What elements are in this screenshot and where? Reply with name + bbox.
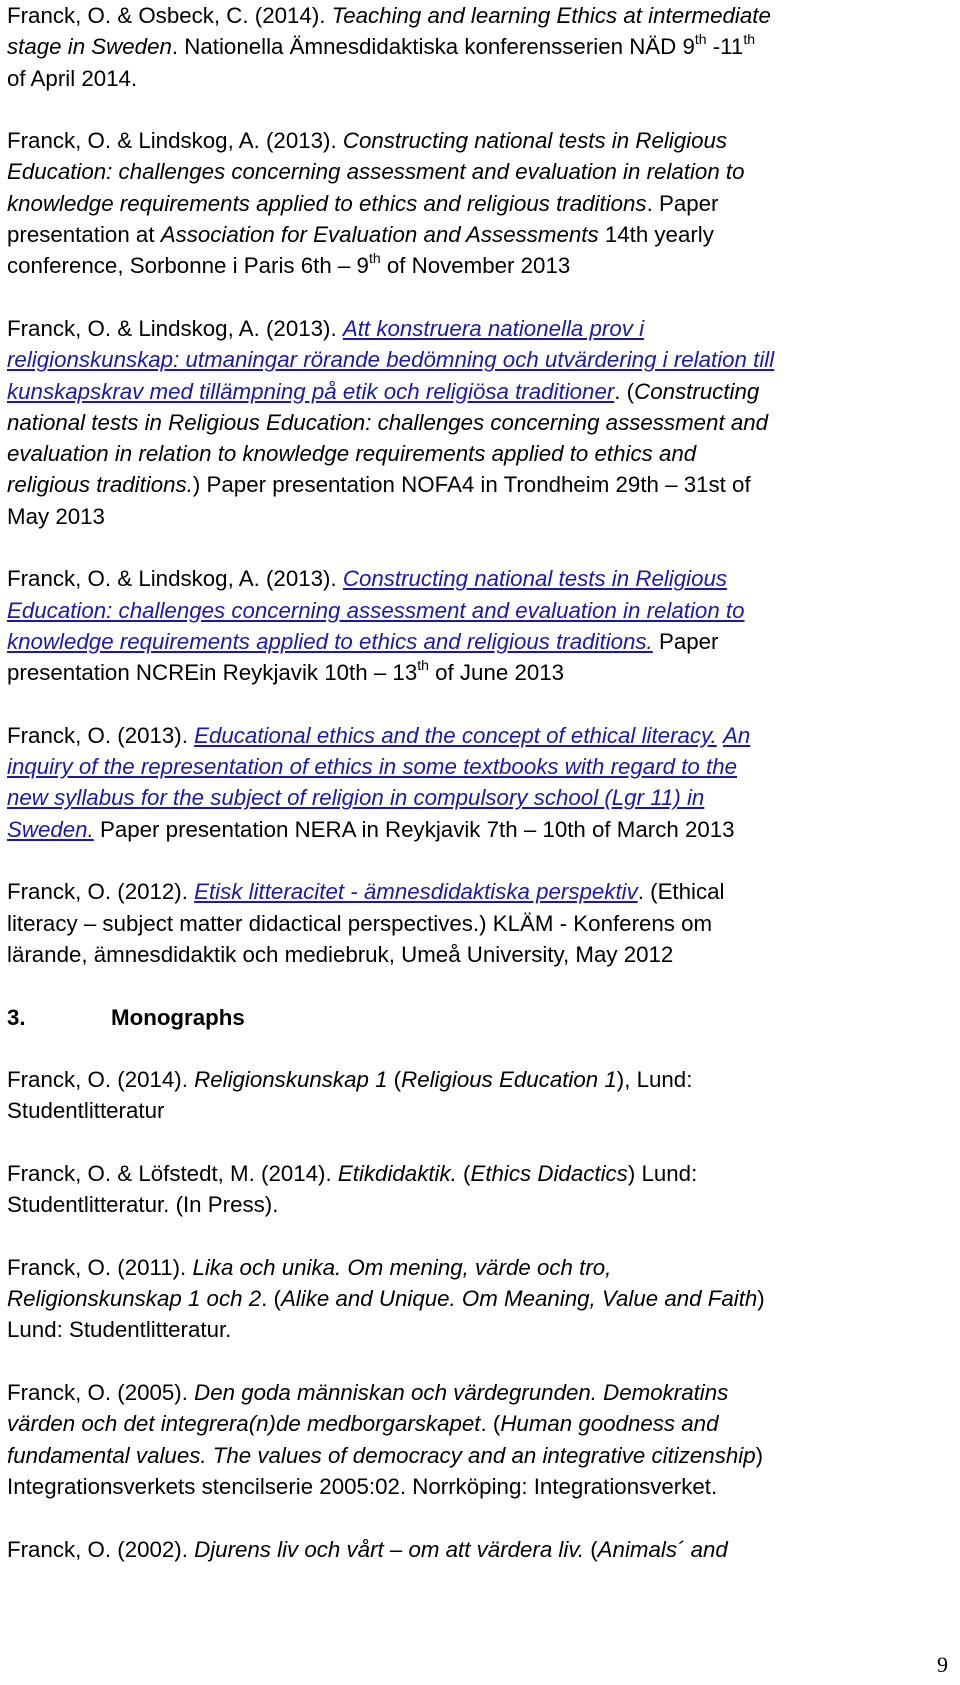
text-line [7, 1095, 947, 1126]
italic-title: Association for Evaluation and Assessments [160, 222, 599, 248]
text-segment: Studentlitteratur. (In Press). [7, 1192, 279, 1218]
text-line [7, 657, 947, 688]
text-segment: Franck, O. & Lindskog, A. (2013). [7, 128, 343, 154]
page-number: 9 [937, 1652, 948, 1677]
text-line [7, 814, 947, 845]
reference-entry [7, 876, 947, 970]
text-line [7, 876, 947, 907]
text-segment: . Nationella Ämnesdidaktiska konferensserien NÄD 9 [171, 34, 695, 60]
text-line [7, 344, 947, 375]
text-segment: ), Lund: [616, 1067, 693, 1093]
text-segment: Franck, O. & Lindskog, A. (2013). [7, 315, 343, 341]
text-segment: Franck, O. (2002). [7, 1536, 195, 1562]
text-segment: ) [755, 1442, 764, 1468]
text-line [7, 1314, 947, 1345]
text-line [7, 1252, 947, 1283]
italic-title: stage in Sweden [7, 34, 172, 60]
italic-title: fundamental values. The values of democracy and an integrative citizenship [7, 1442, 756, 1468]
text-line [7, 1064, 947, 1095]
text-segment: ( [456, 1160, 471, 1186]
italic-title: Teaching and learning Ethics at intermediate [331, 3, 771, 28]
monograph-entry [7, 1252, 947, 1346]
text-segment: lärande, ämnesdidaktik och mediebruk, Umeå University, May 2012 [7, 941, 674, 967]
text-line [7, 720, 947, 751]
reference-link[interactable]: new syllabus for the subject of religion in compulsory school (Lgr 11) in [7, 785, 705, 811]
ordinal-superscript: th [417, 656, 429, 673]
monograph-entry [7, 1377, 947, 1502]
section-title: Monographs [111, 1004, 245, 1030]
text-line [7, 595, 947, 626]
text-line [7, 219, 947, 250]
text-line [7, 313, 947, 344]
reference-link[interactable]: Constructing national tests in Religious [342, 566, 728, 592]
text-segment: Franck, O. (2014). [7, 1067, 195, 1093]
text-segment: Franck, O. & Löfstedt, M. (2014). [7, 1160, 338, 1186]
italic-title: Constructing [634, 378, 760, 404]
text-segment: presentation at [7, 222, 161, 248]
text-line [7, 125, 947, 156]
reference-link[interactable]: Etisk litteracitet - ämnesdidaktiska perspektiv [194, 879, 638, 905]
text-line [7, 156, 947, 187]
italic-title: Education: challenges concerning assessment and evaluation in relation to [7, 159, 745, 185]
text-line [7, 188, 947, 219]
text-line [7, 908, 947, 939]
text-segment: Integrationsverkets stencilserie 2005:02. Norrköping: Integrationsverket. [7, 1473, 718, 1499]
text-segment: 14th yearly [598, 222, 714, 248]
text-line [7, 438, 947, 469]
text-line [7, 782, 947, 813]
reference-entry [7, 125, 947, 281]
text-segment: ( [387, 1067, 402, 1093]
text-segment: Paper [652, 628, 719, 654]
italic-title: Ethics Didactics [470, 1160, 628, 1186]
text-segment: Franck, O. (2013). [7, 722, 195, 748]
text-segment: . ( [614, 378, 635, 404]
monographs-list [7, 1064, 947, 1565]
text-line [7, 407, 947, 438]
text-segment: Franck, O. & Lindskog, A. (2013). [7, 566, 343, 592]
text-segment: of June 2013 [428, 660, 565, 686]
italic-title: Constructing national tests in Religious [342, 128, 728, 154]
text-segment: ( [584, 1536, 598, 1562]
italic-title: värden och det integrera(n)de medborgarskapet [7, 1411, 481, 1437]
text-segment: Lund: Studentlitteratur. [7, 1317, 232, 1343]
italic-title: Human goodness and [500, 1411, 719, 1437]
reference-link[interactable]: Sweden. [7, 816, 94, 842]
reference-link[interactable]: Education: challenges concerning assessment and evaluation in relation to [7, 597, 745, 623]
reference-entry [7, 0, 947, 94]
reference-link[interactable]: An [722, 722, 751, 748]
reference-link[interactable]: inquiry of the representation of ethics in some textbooks with regard to the [7, 754, 738, 780]
section-heading [7, 1002, 947, 1033]
reference-link[interactable]: Att konstruera nationella prov i [342, 315, 645, 341]
italic-title: knowledge requirements applied to ethics and religious traditions [7, 190, 647, 216]
text-segment: . ( [261, 1286, 281, 1312]
italic-title: Animals´ and [597, 1536, 728, 1562]
text-line [7, 250, 947, 281]
text-segment: May 2013 [7, 503, 105, 529]
text-segment: ) Paper presentation NOFA4 in Trondheim 29th – 31st of [192, 472, 751, 498]
text-line [7, 626, 947, 657]
italic-title: Religionskunskap 1 [194, 1067, 388, 1093]
italic-title: Djurens liv och vårt – om att värdera liv. [194, 1536, 585, 1562]
italic-title: Religionskunskap 1 och 2 [7, 1286, 262, 1312]
italic-title: Alike and Unique. Om Meaning, Value and Faith [280, 1286, 758, 1312]
text-line [7, 1440, 947, 1471]
italic-title: national tests in Religious Education: challenges concerning assessment and [7, 409, 769, 435]
text-line [7, 376, 947, 407]
text-line [7, 0, 947, 31]
text-line [7, 1408, 947, 1439]
monograph-entry [7, 1534, 947, 1565]
ordinal-superscript: th [368, 249, 381, 266]
text-segment: Franck, O. (2011). [7, 1254, 193, 1280]
text-segment: Franck, O. & Osbeck, C. (2014). [7, 3, 332, 28]
reference-entry [7, 313, 947, 532]
italic-title: religious traditions. [7, 472, 193, 498]
text-segment: Franck, O. (2012). [7, 879, 195, 905]
monograph-entry [7, 1158, 947, 1221]
text-segment: ) [757, 1286, 765, 1312]
text-line [7, 469, 947, 500]
text-segment: . ( [480, 1411, 501, 1437]
ordinal-superscript: th [694, 30, 707, 47]
text-segment: of November 2013 [380, 253, 571, 279]
text-line [7, 501, 947, 532]
text-segment: Studentlitteratur [7, 1098, 165, 1124]
reference-entry [7, 720, 947, 845]
text-line [7, 1377, 947, 1408]
text-line [7, 1189, 947, 1220]
section-number: 3. [7, 1004, 26, 1030]
text-line [7, 563, 947, 594]
text-segment: Franck, O. (2005). [7, 1380, 195, 1406]
text-line [7, 1283, 947, 1314]
italic-title: Religious Education 1 [401, 1067, 617, 1093]
reference-link[interactable]: religionskunskap: utmaningar rörande bedömning och utvärdering i relation till [7, 347, 775, 373]
italic-title: Den goda människan och värdegrunden. Demokratins [194, 1380, 729, 1406]
document-body [7, 0, 947, 1565]
reference-link[interactable]: Educational ethics and the concept of ethical literacy. [194, 722, 717, 748]
italic-title: evaluation in relation to knowledge requirements applied to ethics and [7, 441, 697, 467]
text-segment: Paper presentation NERA in Reykjavik 7th – 10th of March 2013 [93, 816, 735, 842]
text-segment: conference, Sorbonne i Paris 6th – 9 [7, 253, 369, 279]
text-segment: -11 [706, 34, 744, 60]
text-segment: . (Ethical [637, 879, 725, 905]
text-segment: literacy – subject matter didactical perspectives.) KLÄM - Konferens om [7, 910, 713, 936]
reference-entry [7, 563, 947, 688]
text-segment: ) Lund: [627, 1160, 698, 1186]
text-line [7, 1534, 947, 1565]
presentations-list [7, 0, 947, 970]
text-line [7, 751, 947, 782]
text-line [7, 939, 947, 970]
text-line [7, 31, 947, 62]
monograph-entry [7, 1064, 947, 1127]
text-segment: of April 2014. [7, 65, 138, 91]
italic-title: Etikdidaktik. [337, 1160, 457, 1186]
text-segment: presentation NCREin Reykjavik 10th – 13 [7, 660, 418, 686]
text-line [7, 1471, 947, 1502]
reference-link[interactable]: knowledge requirements applied to ethics and religious traditions. [7, 628, 653, 654]
italic-title: Lika och unika. Om mening, värde och tro, [192, 1254, 612, 1280]
ordinal-superscript: th [743, 30, 756, 47]
text-line [7, 63, 947, 94]
reference-link[interactable]: kunskapskrav med tillämpning på etik och religiösa traditioner [7, 378, 615, 404]
text-line [7, 1158, 947, 1189]
text-segment: . Paper [646, 190, 719, 216]
